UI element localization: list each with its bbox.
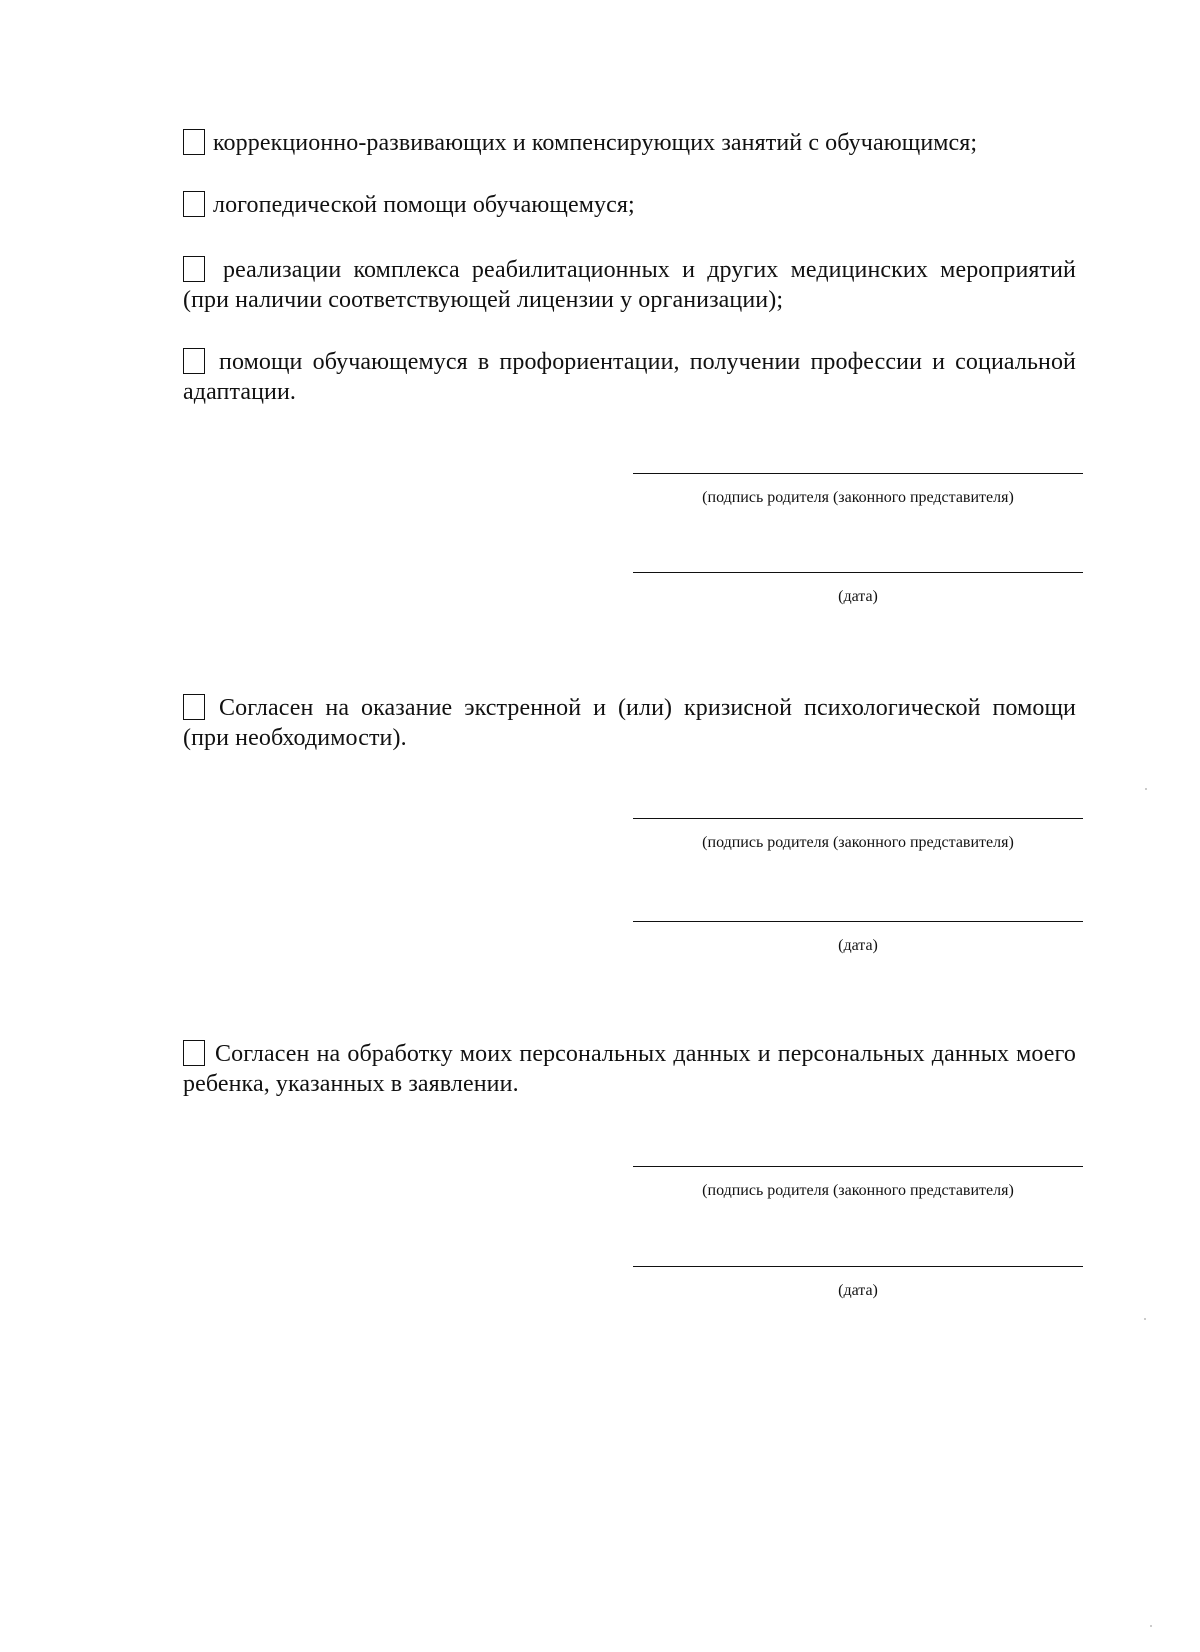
signature-caption: (подпись родителя (законного представителя) [702, 1182, 1014, 1199]
date-block [633, 1266, 1083, 1301]
service-option-rehabilitation [183, 255, 1076, 315]
date-block [633, 572, 1083, 607]
scan-speck [1144, 1318, 1146, 1320]
signature-block [633, 818, 1083, 853]
date-field[interactable] [633, 572, 1083, 573]
signature-field[interactable] [633, 473, 1083, 474]
checkbox[interactable] [183, 348, 205, 374]
checkbox[interactable] [183, 256, 205, 282]
checkbox[interactable] [183, 694, 205, 720]
date-field[interactable] [633, 1266, 1083, 1267]
service-option-career-guidance [183, 347, 1076, 407]
service-option-speech-therapy [183, 190, 1076, 220]
consent-personal-data [183, 1039, 1076, 1099]
checkbox[interactable] [183, 191, 205, 217]
date-caption: (дата) [838, 1282, 878, 1299]
date-block [633, 921, 1083, 956]
consent-label: Согласен на оказание экстренной и (или) кризисной психологической помощи (при необходимости). [183, 695, 1076, 751]
signature-caption: (подпись родителя (законного представителя) [702, 489, 1014, 506]
date-caption: (дата) [838, 937, 878, 954]
scan-speck [1150, 1625, 1152, 1627]
signature-caption: (подпись родителя (законного представителя) [702, 834, 1014, 851]
date-caption: (дата) [838, 588, 878, 605]
date-field[interactable] [633, 921, 1083, 922]
signature-field[interactable] [633, 818, 1083, 819]
consent-crisis-help [183, 693, 1076, 753]
scan-speck [1145, 788, 1147, 790]
service-option-label: помощи обучающемуся в профориентации, получении профессии и социальной адаптации. [183, 349, 1076, 405]
service-option-label: коррекционно-развивающих и компенсирующих занятий с обучающимся; [213, 130, 978, 156]
consent-label: Согласен на обработку моих персональных данных и персональных данных моего ребенка, указанных в заявлении. [183, 1041, 1076, 1097]
checkbox[interactable] [183, 1040, 205, 1066]
signature-block [633, 473, 1083, 508]
service-option-correctional-classes [183, 128, 1076, 158]
checkbox[interactable] [183, 129, 205, 155]
service-option-label: реализации комплекса реабилитационных и других медицинских мероприятий (при наличии соответствующей лицензии у организации); [183, 257, 1076, 313]
service-option-label: логопедической помощи обучающемуся; [213, 192, 635, 218]
signature-block [633, 1166, 1083, 1201]
signature-field[interactable] [633, 1166, 1083, 1167]
